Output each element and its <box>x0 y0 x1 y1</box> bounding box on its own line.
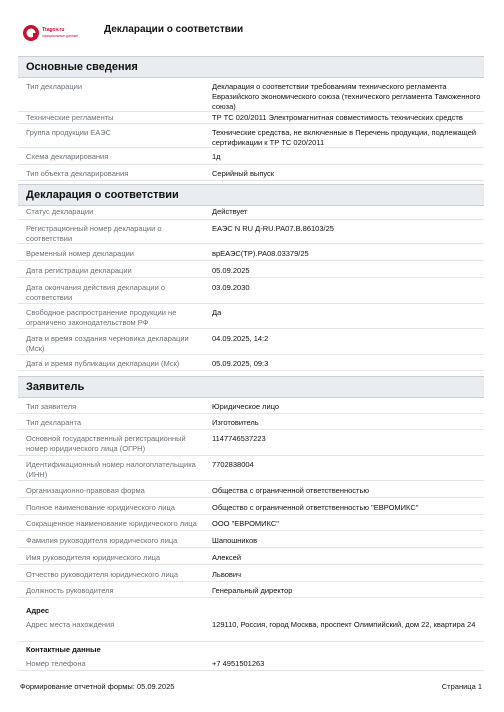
row-label: Адрес места нахождения <box>26 620 115 629</box>
row-label: Имя руководителя юридического лица <box>26 553 161 562</box>
row-label: Сокращенное наименование юридического лица <box>26 519 197 528</box>
table-row <box>18 283 484 304</box>
row-label: Дата и время публикации декларации (Мск) <box>26 359 180 368</box>
tagov-logo-icon <box>22 24 40 42</box>
page-title: Декларации о соответствии <box>104 24 244 35</box>
row-value: Декларация о соответствии требованиям технического регламента Евразийского экономического союза (технического регламента Таможенного союза) <box>212 82 481 111</box>
site-logo[interactable] <box>22 24 92 44</box>
table-row <box>18 402 484 414</box>
row-value: Львович <box>212 570 241 579</box>
row-value: 03.09.2030 <box>212 283 250 292</box>
table-row <box>18 334 484 355</box>
table-row <box>18 308 484 329</box>
table-row <box>18 249 484 261</box>
row-value: Алексей <box>212 553 242 562</box>
page-header <box>0 0 504 48</box>
row-label: Тип заявителя <box>26 402 77 411</box>
row-label: Свободное распространение продукции не ограничено законодательством РФ <box>26 308 177 327</box>
row-value: Общество с ограниченной ответственностью "ЕВРОМИКС" <box>212 503 419 512</box>
section-basic-title: Основные сведения <box>18 56 484 78</box>
table-row <box>18 152 484 165</box>
table-row <box>18 128 484 148</box>
row-label: Временный номер декларации <box>26 249 134 258</box>
table-row <box>18 503 484 515</box>
logo-tagline: официальные данные <box>42 34 79 38</box>
row-label: Номер телефона <box>26 659 86 668</box>
row-label: Регистрационный номер декларации о соответствии <box>26 224 162 243</box>
row-value: ООО "ЕВРОМИКС" <box>212 519 279 528</box>
table-row <box>18 359 484 371</box>
table-row <box>18 169 484 181</box>
row-value: ЕАЭС N RU Д-RU.РА07.В.86103/25 <box>212 224 334 233</box>
row-label: Тип декларанта <box>26 418 82 427</box>
row-label: Фамилия руководителя юридического лица <box>26 536 178 545</box>
row-value: 05.09.2025, 09:3 <box>212 359 269 368</box>
section-declaration-title: Декларация о соответствии <box>18 184 484 206</box>
row-value: Действует <box>212 207 248 216</box>
table-row <box>18 82 484 112</box>
page-footer <box>0 680 504 700</box>
section-applicant-title: Заявитель <box>18 376 484 398</box>
row-value: 05.09.2025 <box>212 266 250 275</box>
row-label: Группа продукции ЕАЭС <box>26 128 111 137</box>
row-label: Должность руководителя <box>26 586 114 595</box>
contacts-subheading: Контактные данные <box>26 645 101 654</box>
table-row <box>18 266 484 278</box>
row-label: Схема декларирования <box>26 152 109 161</box>
row-value: 04.09.2025, 14:2 <box>212 334 269 343</box>
row-value: Да <box>212 308 222 317</box>
row-value: 1д <box>212 152 221 161</box>
row-value: Технические средства, не включенные в Перечень продукции, подлежащей сертификации к ТР ТС 020/2011 <box>212 128 477 147</box>
table-row <box>18 553 484 565</box>
row-label: Дата регистрации декларации <box>26 266 132 275</box>
table-row <box>18 418 484 430</box>
table-row <box>18 659 484 671</box>
row-label: Полное наименование юридического лица <box>26 503 175 512</box>
row-value: ТР ТС 020/2011 Электромагнитная совместимость технических средств <box>212 113 463 122</box>
table-row <box>18 434 484 456</box>
address-subheading: Адрес <box>26 606 50 615</box>
table-row <box>18 620 484 642</box>
table-row <box>18 113 484 124</box>
table-row <box>18 460 484 481</box>
row-label: Тип декларации <box>26 82 83 91</box>
row-label: Статус декларации <box>26 207 94 216</box>
row-value: Юридическое лицо <box>212 402 280 411</box>
row-value: 1147746537223 <box>212 434 266 443</box>
table-row <box>18 519 484 531</box>
page-number: Страница 1 <box>441 682 482 691</box>
table-row <box>18 207 484 220</box>
row-label: Дата окончания действия декларации о соответствии <box>26 283 166 302</box>
logo-site-name: Ttagov.ru <box>42 27 65 33</box>
row-value: Генеральный директор <box>212 586 293 595</box>
row-label: Технические регламенты <box>26 113 114 122</box>
table-row <box>18 224 484 244</box>
row-value: 129110, Россия, город Москва, проспект Олимпийский, дом 22, квартира 24 <box>212 620 476 629</box>
row-value: врЕАЭС(ТР).РА08.03379/25 <box>212 249 309 258</box>
table-row <box>18 486 484 498</box>
row-value: Серийный выпуск <box>212 169 275 178</box>
row-label: Дата и время создания черновика декларации (Мск) <box>26 334 189 353</box>
row-label: Организационно-правовая форма <box>26 486 145 495</box>
table-row <box>18 536 484 548</box>
row-value: Изготовитель <box>212 418 259 427</box>
row-label: Идентификационный номер налогоплательщика (ИНН) <box>26 460 196 479</box>
row-value: +7 4951501263 <box>212 659 265 668</box>
row-value: Общества с ограниченной ответственностью <box>212 486 369 495</box>
report-generated-date: Формирование отчетной формы: 05.09.2025 <box>20 682 175 691</box>
table-row <box>18 586 484 598</box>
row-label: Отчество руководителя юридического лица <box>26 570 179 579</box>
table-row <box>18 570 484 582</box>
row-label: Тип объекта декларирования <box>26 169 129 178</box>
row-label: Основной государственный регистрационный номер юридического лица (ОГРН) <box>26 434 186 453</box>
row-value: Шапошников <box>212 536 258 545</box>
row-value: 7702838004 <box>212 460 254 469</box>
